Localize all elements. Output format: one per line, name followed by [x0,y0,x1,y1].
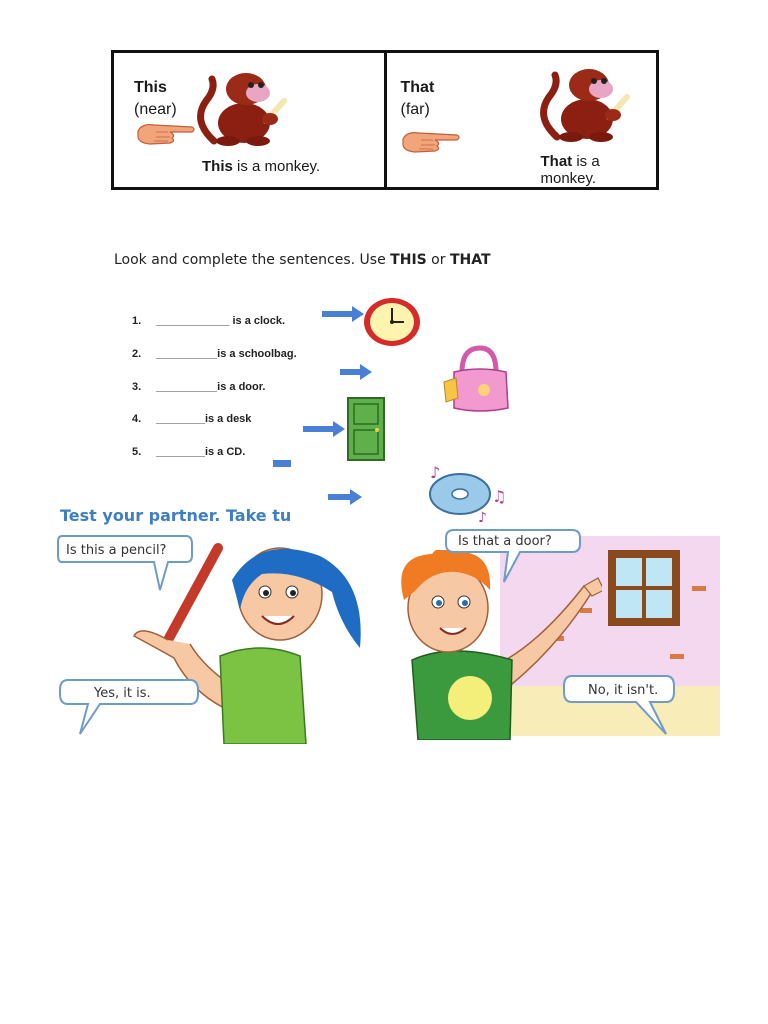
far-hint: (far) [400,101,430,118]
exercise-item: 1. ____________ is a clock. [132,315,286,327]
near-hint: (near) [134,101,177,118]
near-word: This [134,79,167,96]
bubble-boy-answer: No, it isn't. [588,683,659,698]
cd-icon [426,460,512,524]
speech-bubble [58,678,200,738]
far-sentence: That is a monkey. [540,153,600,187]
far-word: That [400,79,435,96]
exercise-item: 3. __________is a door. [132,381,266,393]
exercise-item: 5. ________is a CD. [132,446,246,458]
monkey-image [537,57,647,147]
arrow-right-icon [328,489,362,505]
pointing-hand-icon [401,127,463,155]
instruction: Look and complete the sentences. Use THIS or THAT [114,252,491,268]
schoolbag-icon [440,342,512,414]
reference-table [111,50,659,190]
arrow-right-icon [340,364,372,380]
svg-text:♫: ♫ [492,487,507,506]
arrow-right-icon [322,306,364,322]
exercise-item: 4. ________is a desk [132,413,252,425]
arrow-stub-icon [273,459,293,469]
svg-text:♪: ♪ [430,463,441,482]
clock-icon [362,296,422,348]
speech-bubble [562,674,678,738]
monkey-image [194,61,304,151]
svg-text:♪: ♪ [478,510,487,524]
speech-bubble [56,534,196,594]
near-sentence: This is a monkey. [202,158,321,175]
bubble-boy-question: Is that a door? [458,534,552,549]
pointing-hand-icon [136,119,198,147]
exercise-item: 2. __________is a schoolbag. [132,348,297,360]
bubble-girl-answer: Yes, it is. [94,686,151,701]
reference-cell-far [384,53,657,187]
door-icon [346,396,386,462]
bubble-girl-question: Is this a pencil? [66,543,167,558]
test-title: Test your partner. Take tu [60,506,292,525]
arrow-right-icon [303,421,345,437]
speech-bubble [444,528,584,586]
reference-cell-near [114,53,384,187]
